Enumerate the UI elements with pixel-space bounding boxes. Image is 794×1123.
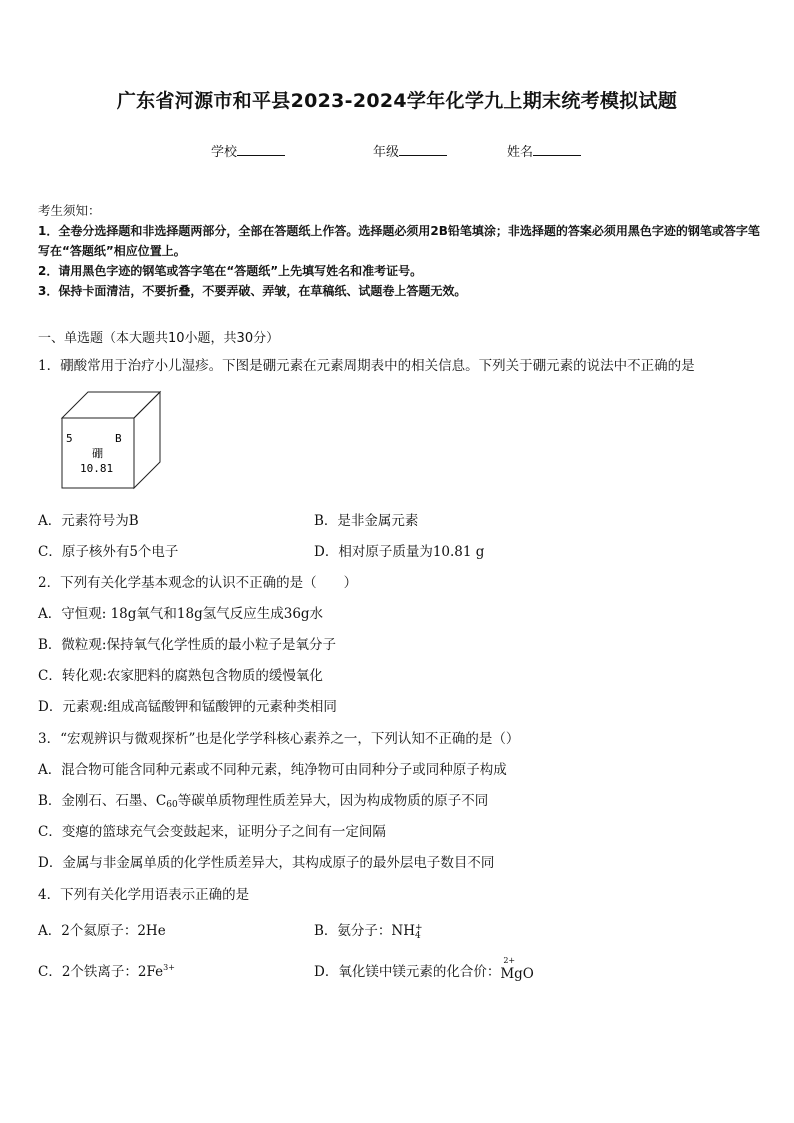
page-title: 广东省河源市和平县2023-2024学年化学九上期末统考模拟试题	[116, 90, 678, 112]
q2-option-c: C．转化观:农家肥料的腐熟包含物质的缓慢氧化	[38, 668, 323, 684]
periodic-cell-cube	[60, 390, 165, 490]
q4-option-b: B．氨分子：NH + 4	[314, 923, 423, 941]
school-field: 学校	[211, 141, 285, 160]
element-name: 硼	[92, 447, 103, 460]
atomic-mass: 10.81	[80, 462, 114, 475]
exam-notice	[38, 201, 760, 301]
q3-option-a: A．混合物可能含同种元素或不同种元素，纯净物可由同种分子或同种原子构成	[38, 762, 507, 778]
q2-stem: 2．下列有关化学基本观念的认识不正确的是（ ）	[38, 575, 358, 591]
q3-option-d: D．金属与非金属单质的化学性质差异大，其构成原子的最外层电子数目不同	[38, 855, 495, 871]
q2-option-b: B．微粒观:保持氧气化学性质的最小粒子是氧分子	[38, 637, 336, 653]
q1-option-b: B．是非金属元素	[314, 513, 419, 529]
section-heading: 一、单选题（本大题共10小题，共30分）	[38, 331, 280, 346]
notice-rule-1: 1．全卷分选择题和非选择题两部分，全部在答题纸上作答。选择题必须用2B铅笔填涂；非选择题的答案必须用黑色字迹的钢笔或答字笔写在“答题纸”相应位置上。	[38, 224, 760, 258]
q1-option-d: D．相对原子质量为10.81 g	[314, 544, 485, 560]
q2-option-a: A．守恒观: 18g氧气和18g氢气反应生成36g水	[38, 606, 324, 622]
element-symbol: B	[115, 432, 122, 445]
q3-stem: 3．“宏观辨识与微观探析”也是化学学科核心素养之一，下列认知不正确的是（）	[38, 731, 520, 747]
grade-field: 年级	[373, 141, 447, 160]
q3-option-c: C．变瘪的篮球充气会变鼓起来，证明分子之间有一定间隔	[38, 824, 386, 840]
notice-head: 考生须知：	[38, 203, 101, 218]
name-field: 姓名	[507, 141, 581, 160]
q1-option-c: C．原子核外有5个电子	[38, 544, 179, 560]
q1-option-a: A．元素符号为B	[38, 513, 139, 529]
notice-rule-2: 2．请用黑色字迹的钢笔或答字笔在“答题纸”上先填写姓名和准考证号。	[38, 264, 423, 278]
q1-stem: 1．硼酸常用于治疗小儿湿疹。下图是硼元素在元素周期表中的相关信息。下列关于硼元素的说法中不正确的是	[38, 358, 695, 374]
q4-option-d: D．氧化镁中镁元素的化合价： 2+ MgO	[314, 956, 534, 982]
q3-option-b: B．金刚石、石墨、$C_{60}$等碳单质物理性质差异大，因为构成物质的原子不同	[38, 793, 489, 810]
q4-stem: 4．下列有关化学用语表示正确的是	[38, 887, 250, 903]
q4-option-c: C．2个铁离子：$2Fe^{3+}$	[38, 963, 175, 980]
q4-option-a: A．2个氦原子：2He	[38, 923, 166, 939]
atomic-number: 5	[66, 432, 73, 445]
notice-rule-3: 3．保持卡面清洁，不要折叠，不要弄破、弄皱，在草稿纸、试题卷上答题无效。	[38, 284, 467, 298]
q2-option-d: D．元素观:组成高锰酸钾和锰酸钾的元素种类相同	[38, 699, 337, 715]
